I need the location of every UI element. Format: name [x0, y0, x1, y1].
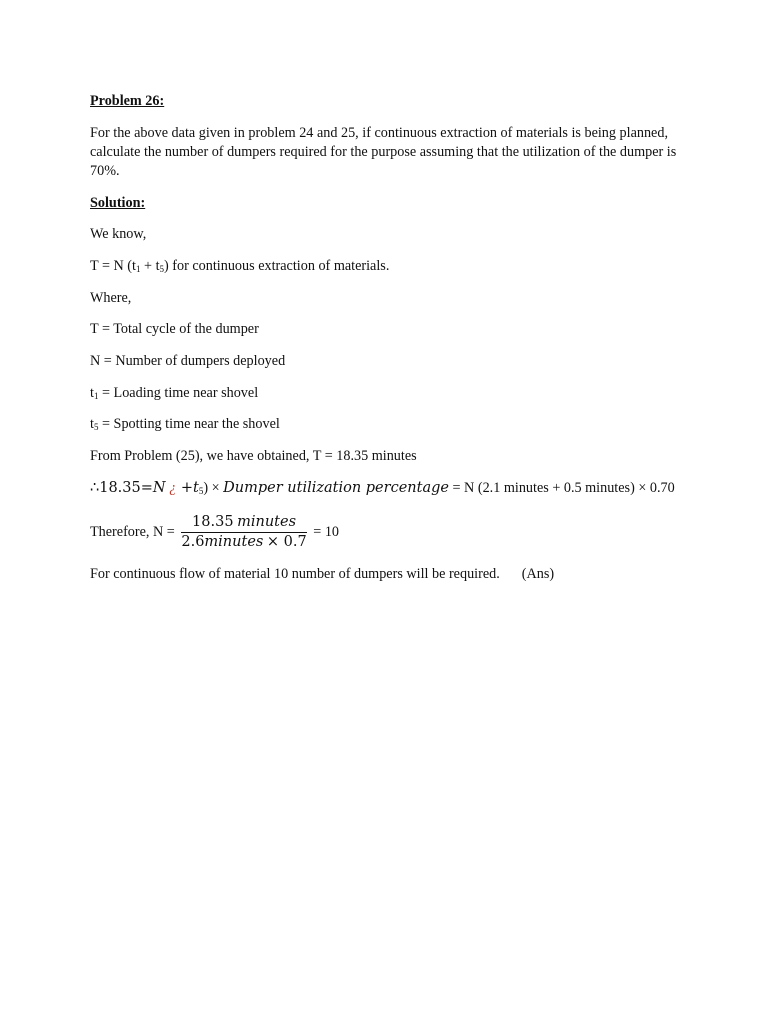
- def-symbol: t: [90, 385, 94, 401]
- def-text: = Spotting time near the shovel: [98, 416, 280, 432]
- den-unit: minutes: [204, 534, 264, 551]
- def-symbol: t: [90, 416, 94, 432]
- conclusion-text: For continuous flow of material 10 number of dumpers will be required.: [90, 566, 500, 582]
- num-value: 18.35: [192, 514, 234, 531]
- main-equation: [90, 479, 675, 500]
- definition-loading-time: [90, 384, 258, 405]
- problem-statement: For the above data given in problem 24 and 25, if continuous extraction of materials is being planned, calculate the number of dumpers required for the purpose assuming that the utilization of the dumper is 70%.: [90, 125, 677, 179]
- definition-total-cycle: [90, 320, 259, 338]
- formula-lhs: T = N (t: [90, 258, 136, 274]
- eq-value: 18.35: [99, 480, 141, 496]
- eq-sign: =: [140, 480, 153, 496]
- obtained-text: From Problem (25), we have obtained, T = 18.35 minutes: [90, 448, 417, 464]
- definition-dumpers: [90, 352, 285, 370]
- def-symbol: N: [90, 353, 101, 369]
- solution-heading: Solution:: [90, 195, 146, 211]
- therefore-result: = 10: [309, 524, 340, 540]
- therefore-line: [90, 513, 339, 551]
- eq-n: N: [152, 480, 166, 496]
- formula-sub1: 1: [135, 264, 141, 274]
- eq-italic-text: Dumper utilization percentage: [223, 480, 449, 496]
- problem-heading: Problem 26:: [90, 93, 165, 109]
- def-text: = Loading time near shovel: [98, 385, 259, 401]
- def-symbol: T: [90, 321, 99, 337]
- ans-label: (Ans): [521, 566, 555, 582]
- where-text: Where,: [90, 290, 132, 306]
- eq-plus-t: +t: [176, 480, 199, 496]
- fraction: [181, 514, 306, 551]
- conclusion-line: [90, 565, 554, 583]
- eq-odd-char: ¿: [169, 480, 177, 496]
- eq-close: ) ×: [203, 480, 224, 496]
- den-rest: × 0.7: [266, 534, 307, 551]
- formula-rhs: ) for continuous extraction of materials.: [164, 258, 390, 274]
- def-sub: 5: [93, 422, 99, 432]
- num-unit: minutes: [237, 514, 297, 531]
- therefore-symbol: ∴: [90, 480, 100, 496]
- therefore-prefix: Therefore, N =: [90, 524, 179, 540]
- definition-spotting-time: [90, 415, 280, 436]
- fraction-denominator: [181, 533, 306, 551]
- cycle-formula: [90, 257, 389, 278]
- def-text: = Total cycle of the dumper: [98, 321, 259, 337]
- formula-mid: + t: [140, 258, 160, 274]
- we-know-text: We know,: [90, 226, 147, 242]
- def-sub: 1: [93, 391, 99, 401]
- formula-sub2: 5: [159, 264, 165, 274]
- eq-t-sub: 5: [198, 486, 204, 496]
- fraction-numerator: [181, 514, 306, 533]
- def-text: = Number of dumpers deployed: [100, 353, 286, 369]
- eq-rest: = N (2.1 minutes + 0.5 minutes) × 0.70: [448, 480, 675, 496]
- den-value: 2.6: [181, 534, 205, 551]
